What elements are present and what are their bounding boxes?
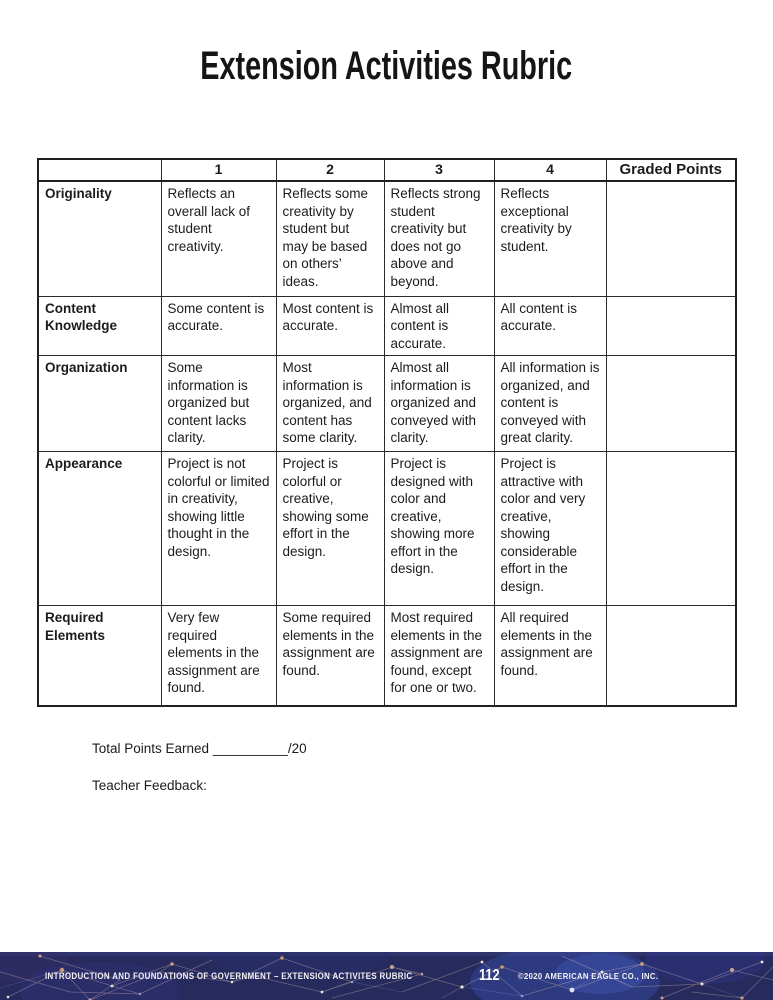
graded-points-cell — [606, 606, 736, 706]
rubric-cell: Almost all information is organized and conveyed with clarity. — [384, 356, 494, 452]
table-row-appearance — [38, 452, 736, 606]
graded-points-cell — [606, 356, 736, 452]
total-points-line: Total Points Earned __________/20 — [92, 741, 307, 756]
rubric-cell: Almost all content is accurate. — [384, 296, 494, 356]
rubric-cell: Project is colorful or creative, showing some effort in the design. — [276, 452, 384, 606]
teacher-feedback-label: Teacher Feedback: — [92, 778, 207, 793]
footer-left-group — [45, 952, 504, 1000]
rubric-cell: Very few required elements in the assignment are found. — [161, 606, 276, 706]
table-row-required-elements — [38, 606, 736, 706]
footer-right-text: ©2020 AMERICAN EAGLE CO., INC. — [518, 971, 659, 981]
rubric-cell: All content is accurate. — [494, 296, 606, 356]
col-header-2: 2 — [276, 159, 384, 181]
rubric-cell: Reflects an overall lack of student creativity. — [161, 181, 276, 296]
criterion-label: Content Knowledge — [38, 296, 161, 356]
footer-bar — [0, 952, 773, 1000]
criterion-label: Required Elements — [38, 606, 161, 706]
title-container — [0, 44, 773, 89]
graded-points-cell — [606, 452, 736, 606]
table-row-originality — [38, 181, 736, 296]
rubric-cell: Most content is accurate. — [276, 296, 384, 356]
rubric-cell: Some content is accurate. — [161, 296, 276, 356]
rubric-cell: All information is organized, and content is conveyed with great clarity. — [494, 356, 606, 452]
page-title: Extension Activities Rubric — [200, 44, 573, 88]
rubric-cell: Reflects strong student creativity but does not go above and beyond. — [384, 181, 494, 296]
rubric-cell: Project is not colorful or limited in creativity, showing little thought in the design. — [161, 452, 276, 606]
col-header-3: 3 — [384, 159, 494, 181]
footer-left-text: INTRODUCTION AND FOUNDATIONS OF GOVERNMENT – EXTENSION ACTIVITES RUBRIC — [45, 971, 413, 981]
table-row-organization — [38, 356, 736, 452]
footer-content — [0, 952, 773, 1000]
graded-points-cell — [606, 181, 736, 296]
col-header-4: 4 — [494, 159, 606, 181]
criterion-label: Originality — [38, 181, 161, 296]
footer-page-number: 112 — [478, 967, 500, 984]
header-row — [38, 159, 736, 181]
graded-points-cell — [606, 296, 736, 356]
col-header-1: 1 — [161, 159, 276, 181]
rubric-cell: Reflects some creativity by student but may be based on others’ ideas. — [276, 181, 384, 296]
rubric-cell: Some required elements in the assignment are found. — [276, 606, 384, 706]
table-row-content-knowledge — [38, 296, 736, 356]
rubric-cell: Reflects exceptional creativity by student. — [494, 181, 606, 296]
criterion-label: Organization — [38, 356, 161, 452]
rubric-cell: Most information is organized, and content has some clarity. — [276, 356, 384, 452]
col-header-graded-points: Graded Points — [606, 159, 736, 181]
criterion-label: Appearance — [38, 452, 161, 606]
col-header-criteria — [38, 159, 161, 181]
rubric-table — [37, 158, 737, 707]
rubric-cell: All required elements in the assignment are found. — [494, 606, 606, 706]
rubric-cell: Project is designed with color and creative, showing more effort in the design. — [384, 452, 494, 606]
rubric-cell: Most required elements in the assignment are found, except for one or two. — [384, 606, 494, 706]
rubric-cell: Project is attractive with color and very creative, showing considerable effort in the design. — [494, 452, 606, 606]
rubric-cell: Some information is organized but content lacks clarity. — [161, 356, 276, 452]
